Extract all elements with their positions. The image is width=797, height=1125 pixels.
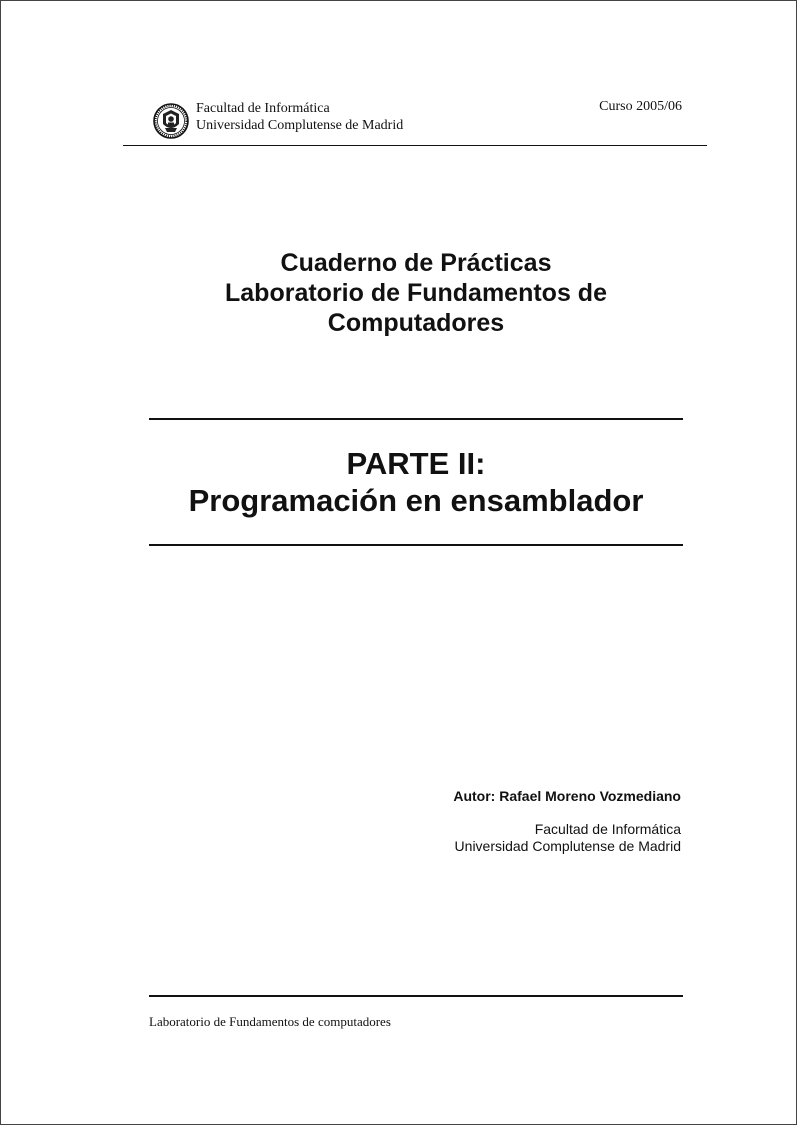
header-institution bbox=[196, 100, 403, 134]
part-bottom-divider bbox=[149, 544, 683, 546]
header-divider bbox=[123, 145, 707, 146]
affiliation-university: Universidad Complutense de Madrid bbox=[454, 838, 681, 854]
title-line-1: Cuaderno de Prácticas bbox=[280, 249, 552, 277]
footer-text: Laboratorio de Fundamentos de computadores bbox=[149, 1014, 391, 1029]
document-title bbox=[149, 248, 683, 338]
part-number: PARTE II: bbox=[346, 446, 486, 481]
header-institution-faculty: Facultad de Informática bbox=[196, 101, 330, 116]
part-subtitle: Programación en ensamblador bbox=[188, 483, 644, 518]
affiliation-faculty: Facultad de Informática bbox=[534, 821, 681, 837]
course-label: Curso 2005/06 bbox=[599, 99, 682, 114]
author-affiliation bbox=[455, 821, 681, 855]
part-heading bbox=[149, 445, 683, 519]
header-institution-university: Universidad Complutense de Madrid bbox=[196, 118, 404, 133]
title-line-2: Laboratorio de Fundamentos de bbox=[225, 279, 607, 307]
university-seal-icon bbox=[153, 100, 189, 142]
part-top-divider bbox=[149, 418, 683, 420]
footer-divider bbox=[149, 995, 683, 997]
author-name: Autor: Rafael Moreno Vozmediano bbox=[453, 788, 681, 804]
title-line-3: Computadores bbox=[327, 309, 505, 337]
